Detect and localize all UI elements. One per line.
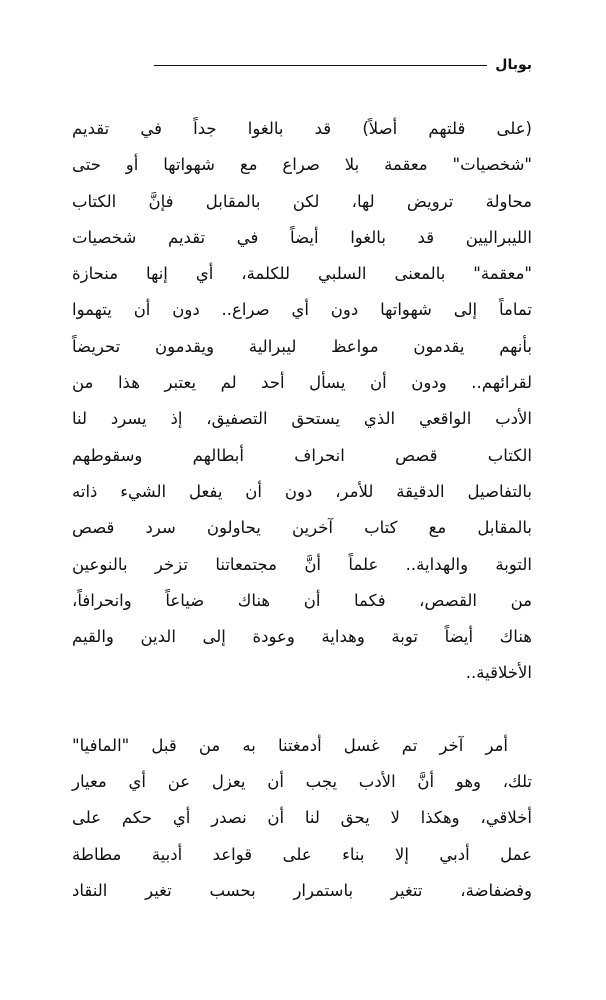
text-line: هناك أيضاً توبة وهداية وعودة إلى الدين والقيم	[72, 627, 532, 647]
text-line: وفضفاضة، تتغير باستمرار بحسب تغير النقاد	[72, 880, 532, 900]
text-line: بأنهم يقدمون مواعظ ليبرالية ويقدمون تحريضاً	[72, 336, 532, 356]
text-line: محاولة ترويض لها، لكن بالمقابل فإنَّ الكتاب	[72, 191, 532, 211]
text-line: أمر آخر تم غسل أدمغتنا به من قبل "المافيا"	[72, 735, 508, 755]
text-line: الأخلاقية..	[465, 663, 532, 683]
paragraph-gap	[72, 692, 532, 728]
text-line: الليبراليين قد بالغوا أيضاً في تقديم شخصيات	[72, 227, 532, 247]
running-header	[62, 52, 532, 78]
text-line: تلك، وهو أنَّ الأدب يجب أن يعزل عن أي معيار	[72, 772, 532, 792]
paragraph	[72, 111, 532, 692]
body-text	[72, 111, 532, 909]
text-line: بالتفاصيل الدقيقة للأمر، دون أن يفعل الشيء ذاته	[72, 481, 532, 501]
paragraph	[72, 728, 532, 909]
text-line: (على قلتهم أصلاً) قد بالغوا جداً في تقديم	[72, 119, 532, 138]
text-line: التوبة والهداية.. علماً أنَّ مجتمعاتنا تزخر بالنوعين	[72, 554, 532, 574]
text-line: بالمقابل مع كتاب آخرين يحاولون سرد قصص	[72, 518, 532, 538]
text-line: أخلاقي، وهكذا لا يحق لنا أن نصدر أي حكم على	[72, 808, 532, 828]
text-line: تماماً إلى شهواتها دون أي صراع.. دون أن يتهموا	[72, 300, 532, 320]
text-line: الكتاب قصص انحراف أبطالهم وسقوطهم	[72, 445, 532, 465]
text-line: لقرائهم.. ودون أن يسأل أحد لم يعتبر هذا من	[72, 373, 532, 393]
text-line: الأدب الواقعي الذي يستحق التصفيق، إذ يسرد لنا	[72, 409, 532, 429]
header-rule	[154, 65, 487, 66]
text-line: "شخصيات" معقمة بلا صراع مع شهواتها أو حتى	[72, 155, 532, 175]
text-line: عمل أدبي إلا بناء على قواعد أدبية مطاطة	[72, 844, 532, 864]
header-title: بوبال	[495, 57, 532, 73]
text-line: "معقمة" بالمعنى السلبي للكلمة، أي إنها منحازة	[72, 264, 532, 284]
text-line: من القصص، فكما أن هناك ضياعاً وانحرافاً،	[72, 590, 532, 610]
